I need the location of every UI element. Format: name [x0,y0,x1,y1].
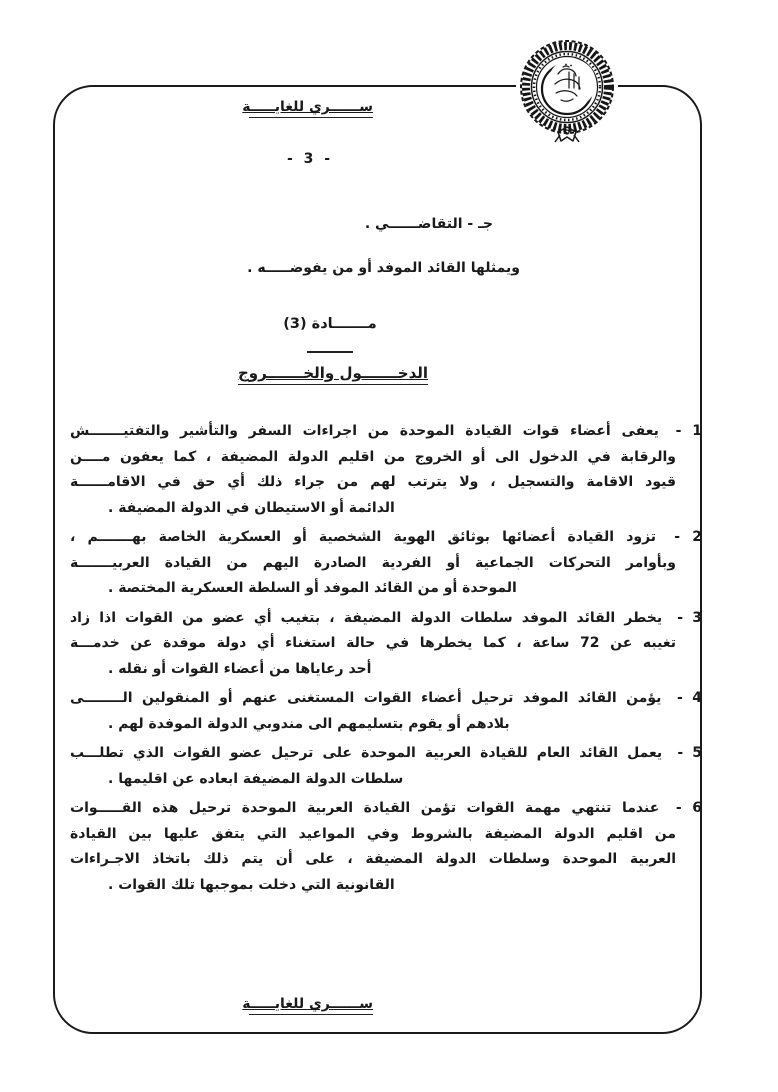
paragraph-1 [70,419,702,521]
paragraph-line: تغيبه عن 72 ساعة ، كما يخطرها في حالة استغناء أي دولة موفدة عن خدمـــة [70,635,676,651]
paragraph-line-text: يخطر القائد الموفد سلطات الدولة المضيفة ، بتغيب أي عضو من القوات اذا زاد [70,609,663,626]
paragraph-line-text: عندما تنتهي مهمة القوات تؤمن القيادة العربية الموحدة ترحيل هذه القـــــوات [70,800,660,816]
classification-footer: ســــــري للغايـــــة [249,996,373,1015]
page-number: - 3 - [286,151,334,167]
paragraph-number: 4 - [676,690,703,706]
arab-league-emblem-icon [514,32,620,146]
paragraph-line: القانونية التي دخلت بموجبها تلك القوات . [108,876,395,893]
paragraph-line [70,525,702,551]
paragraph-line: سلطات الدولة المضيفة ابعاده عن اقليمها . [108,770,404,787]
paragraph-3 [70,606,702,683]
paragraph-4 [70,686,702,737]
paragraph-5 [70,741,702,792]
paragraph-line: الدائمة أو الاستيطان في الدولة المضيفة . [108,499,395,516]
clause-text: ويمثلها القائد الموفد أو من يفوضـــــه . [247,260,520,276]
paragraph-line [70,606,702,632]
article-body [70,419,702,902]
paragraph-line: وبأوامر التحركات الجماعية أو الفردية الصادرة اليهم من القيادة العربيـــــــة [70,554,676,571]
paragraph-line [70,686,702,712]
paragraph-line: من اقليم الدولة المضيفة بالشروط وفي المواعيد التي يتفق عليها بين القيادة [70,825,676,842]
paragraph-line: أحد رعاياها من أعضاء القوات أو نقله . [108,660,372,677]
paragraph-line: قيود الاقامة والتسجيل ، ولا يترتب لهم من جراء ذلك أي حق في الاقامــــــة [70,474,676,490]
article-title-rule [307,351,353,353]
classification-header: ســــــري للغايـــــة [249,99,373,118]
paragraph-line-text: يعمل القائد العام للقيادة العربية الموحدة على ترحيل عضو القوات الذي تطلـــب [70,745,663,761]
paragraph-line: بلادهم أو يقوم بتسليمهم الى مندوبي الدولة الموفدة لهم . [108,715,510,732]
paragraph-line: العربية الموحدة وسلطات الدولة المضيفة ، على أن يتم ذلك باتخاذ الاجـراءات [70,851,676,867]
paragraph-line [70,741,702,767]
paragraph-number: 1 - [675,423,703,439]
paragraph-line: الموحدة أو من القائد الموفد أو السلطة العسكرية المختصة . [108,580,517,596]
paragraph-number: 2 - [674,529,703,545]
paragraph-line [70,419,702,445]
section-title-text: الدخـــــــول والخـــــــروج [238,364,428,385]
paragraph-line-text: يؤمن القائد الموفد ترحيل أعضاء القوات المستغنى عنهم أو المنقولين الــــــــى [70,690,662,706]
paragraph-line: والرقابة في الدخول الى أو الخروج من اقليم الدولة المضيفة ، كما يعفون مــــن [70,448,676,465]
paragraph-line [70,796,702,822]
paragraph-number: 5 - [677,745,702,761]
paragraph-line-text: يعفى أعضاء قوات القيادة الموحدة من اجراءات السفر والتأشير والتفتيـــــــش [70,423,659,439]
paragraph-2 [70,525,702,602]
paragraph-number: 6 - [675,800,703,816]
article-title: مـــــــادة (3) [283,316,377,332]
section-title [203,364,463,382]
clause-label: جـ - التقاضــــــي . [364,216,493,232]
paragraph-line-text: تزود القيادة أعضائها بوثائق الهوية الشخصية أو العسكرية الخاصة بهـــــــم ، [70,529,657,545]
paragraph-number: 3 - [677,609,703,626]
paragraph-6 [70,796,702,898]
